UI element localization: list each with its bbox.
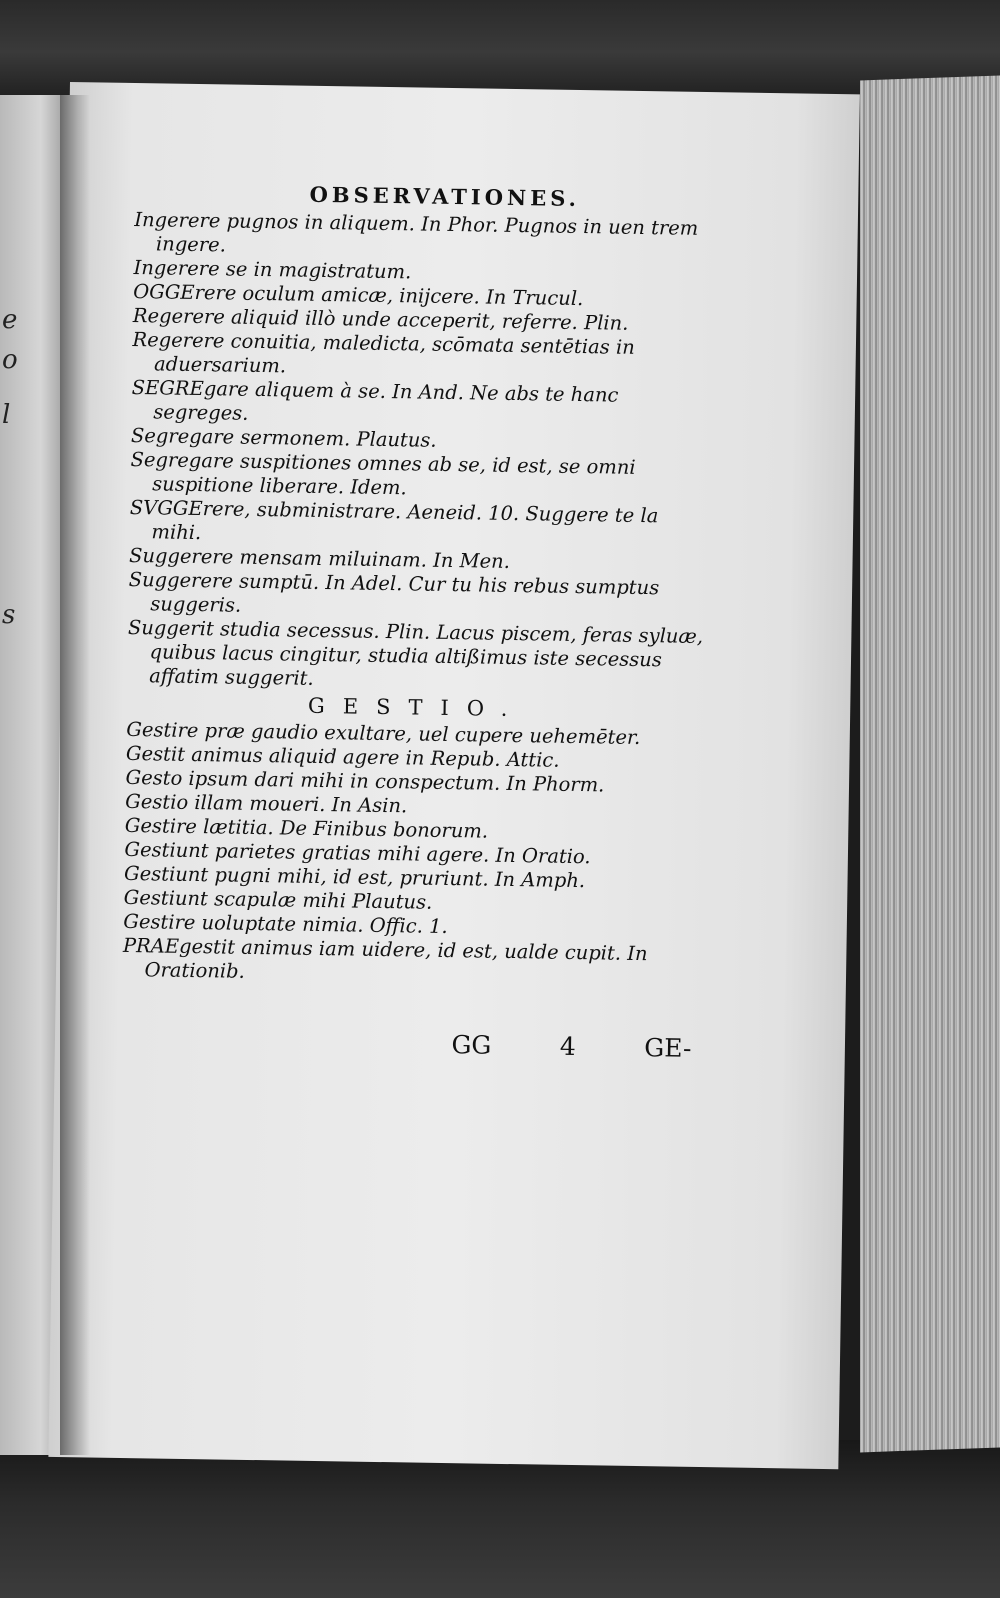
dictionary-entry: Suggerere sumptū. In Adel. Cur tu his rebus sumptus suggeris. — [128, 567, 660, 617]
page-text — [121, 180, 715, 1061]
dictionary-entry: Regerere conuitia, maledicta, scōmata sentētias in aduersarium. — [132, 327, 635, 378]
dictionary-entry: PRAEgestit animus iam uidere, id est, ualde cupit. In Orationib. — [122, 933, 648, 983]
dictionary-entry: Regerere aliquid illò unde acceperit, referre. Plin. — [132, 303, 629, 335]
dictionary-entry: Gestiunt pugni mihi, id est, pruriunt. In Amph. — [123, 861, 586, 893]
dictionary-entry: Segregare suspitiones omnes ab se, id est, se omni suspitione liberare. Idem. — [130, 447, 636, 500]
section-heading-gestio: GESTIO. — [307, 693, 526, 722]
dictionary-entry: Segregare sermonem. Plautus. — [130, 423, 437, 452]
signature-number: 4 — [559, 1031, 577, 1062]
page-fore-edge — [860, 76, 1000, 1453]
dictionary-entry: Suggerit studia secessus. Plin. Lacus piscem, feras syluæ, quibus lacus cingitur, studia altißimus iste secessus affatim suggerit. — [127, 615, 704, 690]
dictionary-entry: Gestiunt parietes gratias mihi agere. In Oratio. — [124, 837, 591, 869]
page-signature-line — [451, 1030, 692, 1063]
dictionary-entry: Gestit animus aliquid agere in Repub. Attic. — [125, 741, 560, 772]
dictionary-entry: Ingerere pugnos in aliquem. In Phor. Pugnos in uen trem ingere. — [134, 207, 699, 257]
running-head: OBSERVATIONES. — [309, 181, 581, 211]
dictionary-entry: Gesto ipsum dari mihi in conspectum. In Phorm. — [125, 765, 605, 797]
book-cover-top — [0, 0, 1000, 95]
dictionary-entry: Gestire lætitia. De Finibus bonorum. — [124, 813, 489, 843]
dictionary-entry: SVGGErere, subministrare. Aeneid. 10. Suggere te la mihi. — [129, 495, 659, 545]
page-gutter-shadow — [60, 95, 90, 1455]
left-page-glyph: l — [2, 400, 11, 430]
dictionary-entry: SEGREgare aliquem à se. In And. Ne abs te hanc segreges. — [131, 375, 619, 425]
left-page-glyph: o — [2, 345, 18, 375]
dictionary-entry: Ingerere se in magistratum. — [133, 255, 412, 284]
dictionary-entry: Gestio illam moueri. In Asin. — [125, 789, 408, 818]
left-page-glyph: s — [2, 600, 16, 630]
dictionary-entry: Suggerere mensam miluinam. In Men. — [128, 543, 511, 573]
dictionary-entry: OGGErere oculum amicæ, inijcere. In Trucul. — [133, 279, 584, 311]
dictionary-entry: Gestiunt scapulæ mihi Plautus. — [123, 885, 433, 914]
signature-mark: GG — [451, 1030, 492, 1060]
dictionary-entry: Gestire uoluptate nimia. Offic. 1. — [123, 909, 448, 939]
left-page-glyph: e — [2, 305, 18, 335]
catchword: GE- — [644, 1033, 692, 1063]
dictionary-entry: Gestire præ gaudio exultare, uel cupere uehemēter. — [126, 717, 641, 750]
